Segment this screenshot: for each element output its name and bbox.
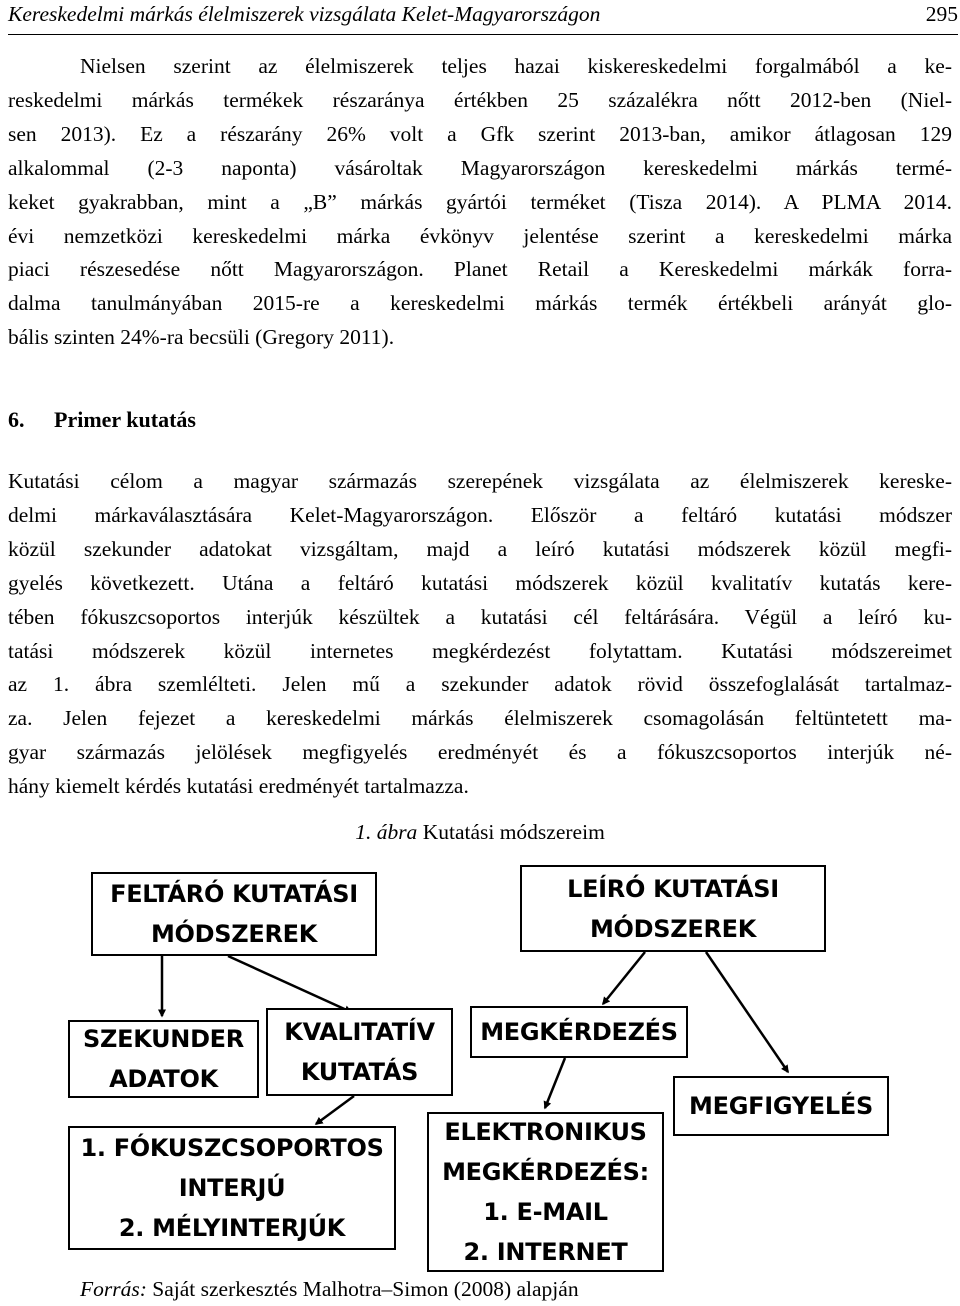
text-line: az 1. ábra szemlélteti. Jelen mű a szekunder adatok rövid összefoglalását tartalmaz- [8,672,952,697]
text-line: alkalommal (2-3 naponta) vásároltak Magyarországon kereskedelmi márkás termé- [8,155,952,180]
box-leiro-kutatasi-modszerek [520,865,826,952]
box-line: LEÍRÓ KUTATÁSI [567,874,779,903]
box-line: 2. INTERNET [463,1238,628,1266]
text-line: keket gyakrabban, mint a „B” márkás gyártói terméket (Tisza 2014). A PLMA 2014. [8,189,952,214]
box-line: ELEKTRONIKUS [444,1118,647,1146]
box-line: SZEKUNDER [83,1025,244,1053]
text-line: gyelés következett. Utána a feltáró kutatási módszerek közül kvalitatív kutatás kere- [8,570,952,595]
source-label: Forrás: [80,1277,147,1301]
text-line: reskedelmi márkás termékek részaránya értékben 25 százalékra nőtt 2012-ben (Niel- [8,87,952,112]
text-line: Kutatási célom a magyar származás szerepének vizsgálata az élelmiszerek kereske- [8,469,952,493]
box-fokuszcsoportos-interju [68,1126,396,1250]
box-megkerdezes [470,1006,688,1058]
box-line: MEGKÉRDEZÉS: [442,1158,649,1186]
text-line: évi nemzetközi kereskedelmi márka évkönyv jelentése szerint a kereskedelmi márka [8,223,952,248]
box-line: ADATOK [109,1065,218,1093]
arrow-leiro-to-megfigyeles [706,952,788,1072]
text-line: tében fókuszcsoportos interjúk készültek a kutatási cél feltárására. Végül a leíró ku- [8,604,952,629]
box-line: MEGKÉRDEZÉS [480,1018,678,1046]
text-line: dalma tanulmányában 2015-re a kereskedelmi márkás termék értékbeli arányát glo- [8,291,952,316]
figure-number: 1. ábra [355,820,418,844]
text-line: sen 2013). Ez a részarány 26% volt a Gfk szerint 2013-ban, amikor átlagosan 129 [8,121,952,146]
figure-source [80,1274,579,1304]
text-line: közül szekunder adatokat vizsgáltam, majd a leíró kutatási módszerek közül megfi- [8,536,952,561]
text-line: za. Jelen fejezet a kereskedelmi márkás élelmiszerek csomagolásán feltüntetett ma- [8,706,952,731]
text-line: gyar származás jelölések megfigyelés eredményét és a fókuszcsoportos interjúk né- [8,740,952,765]
box-line: MEGFIGYELÉS [689,1092,873,1120]
box-line: FELTÁRÓ KUTATÁSI [110,880,358,908]
arrow-kvalitativ-to-fokusz [316,1096,354,1124]
section-number: 6. [8,407,25,432]
text-line: delmi márkaválasztására Kelet-Magyarországon. Először a feltáró kutatási módszer [8,502,952,527]
box-szekunder-adatok [68,1020,259,1098]
box-megfigyeles [673,1076,889,1136]
box-line: KUTATÁS [300,1058,419,1086]
page-number: 295 [925,2,958,26]
box-kvalitativ-kutatas [266,1008,453,1096]
box-line: 1. E-MAIL [483,1198,608,1226]
source-text: Saját szerkesztés Malhotra–Simon (2008) alapján [152,1277,579,1301]
text-line: bális szinten 24%-ra becsüli (Gregory 2011). [8,325,395,350]
box-line: 1. FÓKUSZCSOPORTOS [80,1134,384,1162]
text-line: tatási módszerek közül internetes megkérdezést folytattam. Kutatási módszereimet [8,638,952,663]
arrow-leiro-to-megkerdezes [603,952,645,1004]
box-line: MÓDSZEREK [150,920,318,948]
figure-title: Kutatási módszereim [422,820,605,844]
text-line: piaci részesedése nőtt Magyarországon. Planet Retail a Kereskedelmi márkák forra- [8,257,952,282]
arrow-feltaro-to-kvalitativ [228,956,351,1012]
section-title: Primer kutatás [54,407,196,432]
text-line: Nielsen szerint az élelmiszerek teljes hazai kiskereskedelmi forgalmából a ke- [80,54,952,78]
arrow-megkerdezes-to-elektronikus [545,1058,565,1108]
box-elektronikus-megkerdezes [427,1112,664,1272]
box-feltaro-kutatasi-modszerek [91,872,377,956]
text-line: hány kiemelt kérdés kutatási eredményét tartalmazza. [8,774,469,799]
box-line: 2. MÉLYINTERJÚK [118,1214,346,1242]
box-line: INTERJÚ [178,1174,286,1202]
box-line: KVALITATÍV [284,1018,435,1046]
running-head-title: Kereskedelmi márkás élelmiszerek vizsgálata Kelet-Magyarországon [8,2,601,26]
box-line: MÓDSZEREK [589,914,757,943]
